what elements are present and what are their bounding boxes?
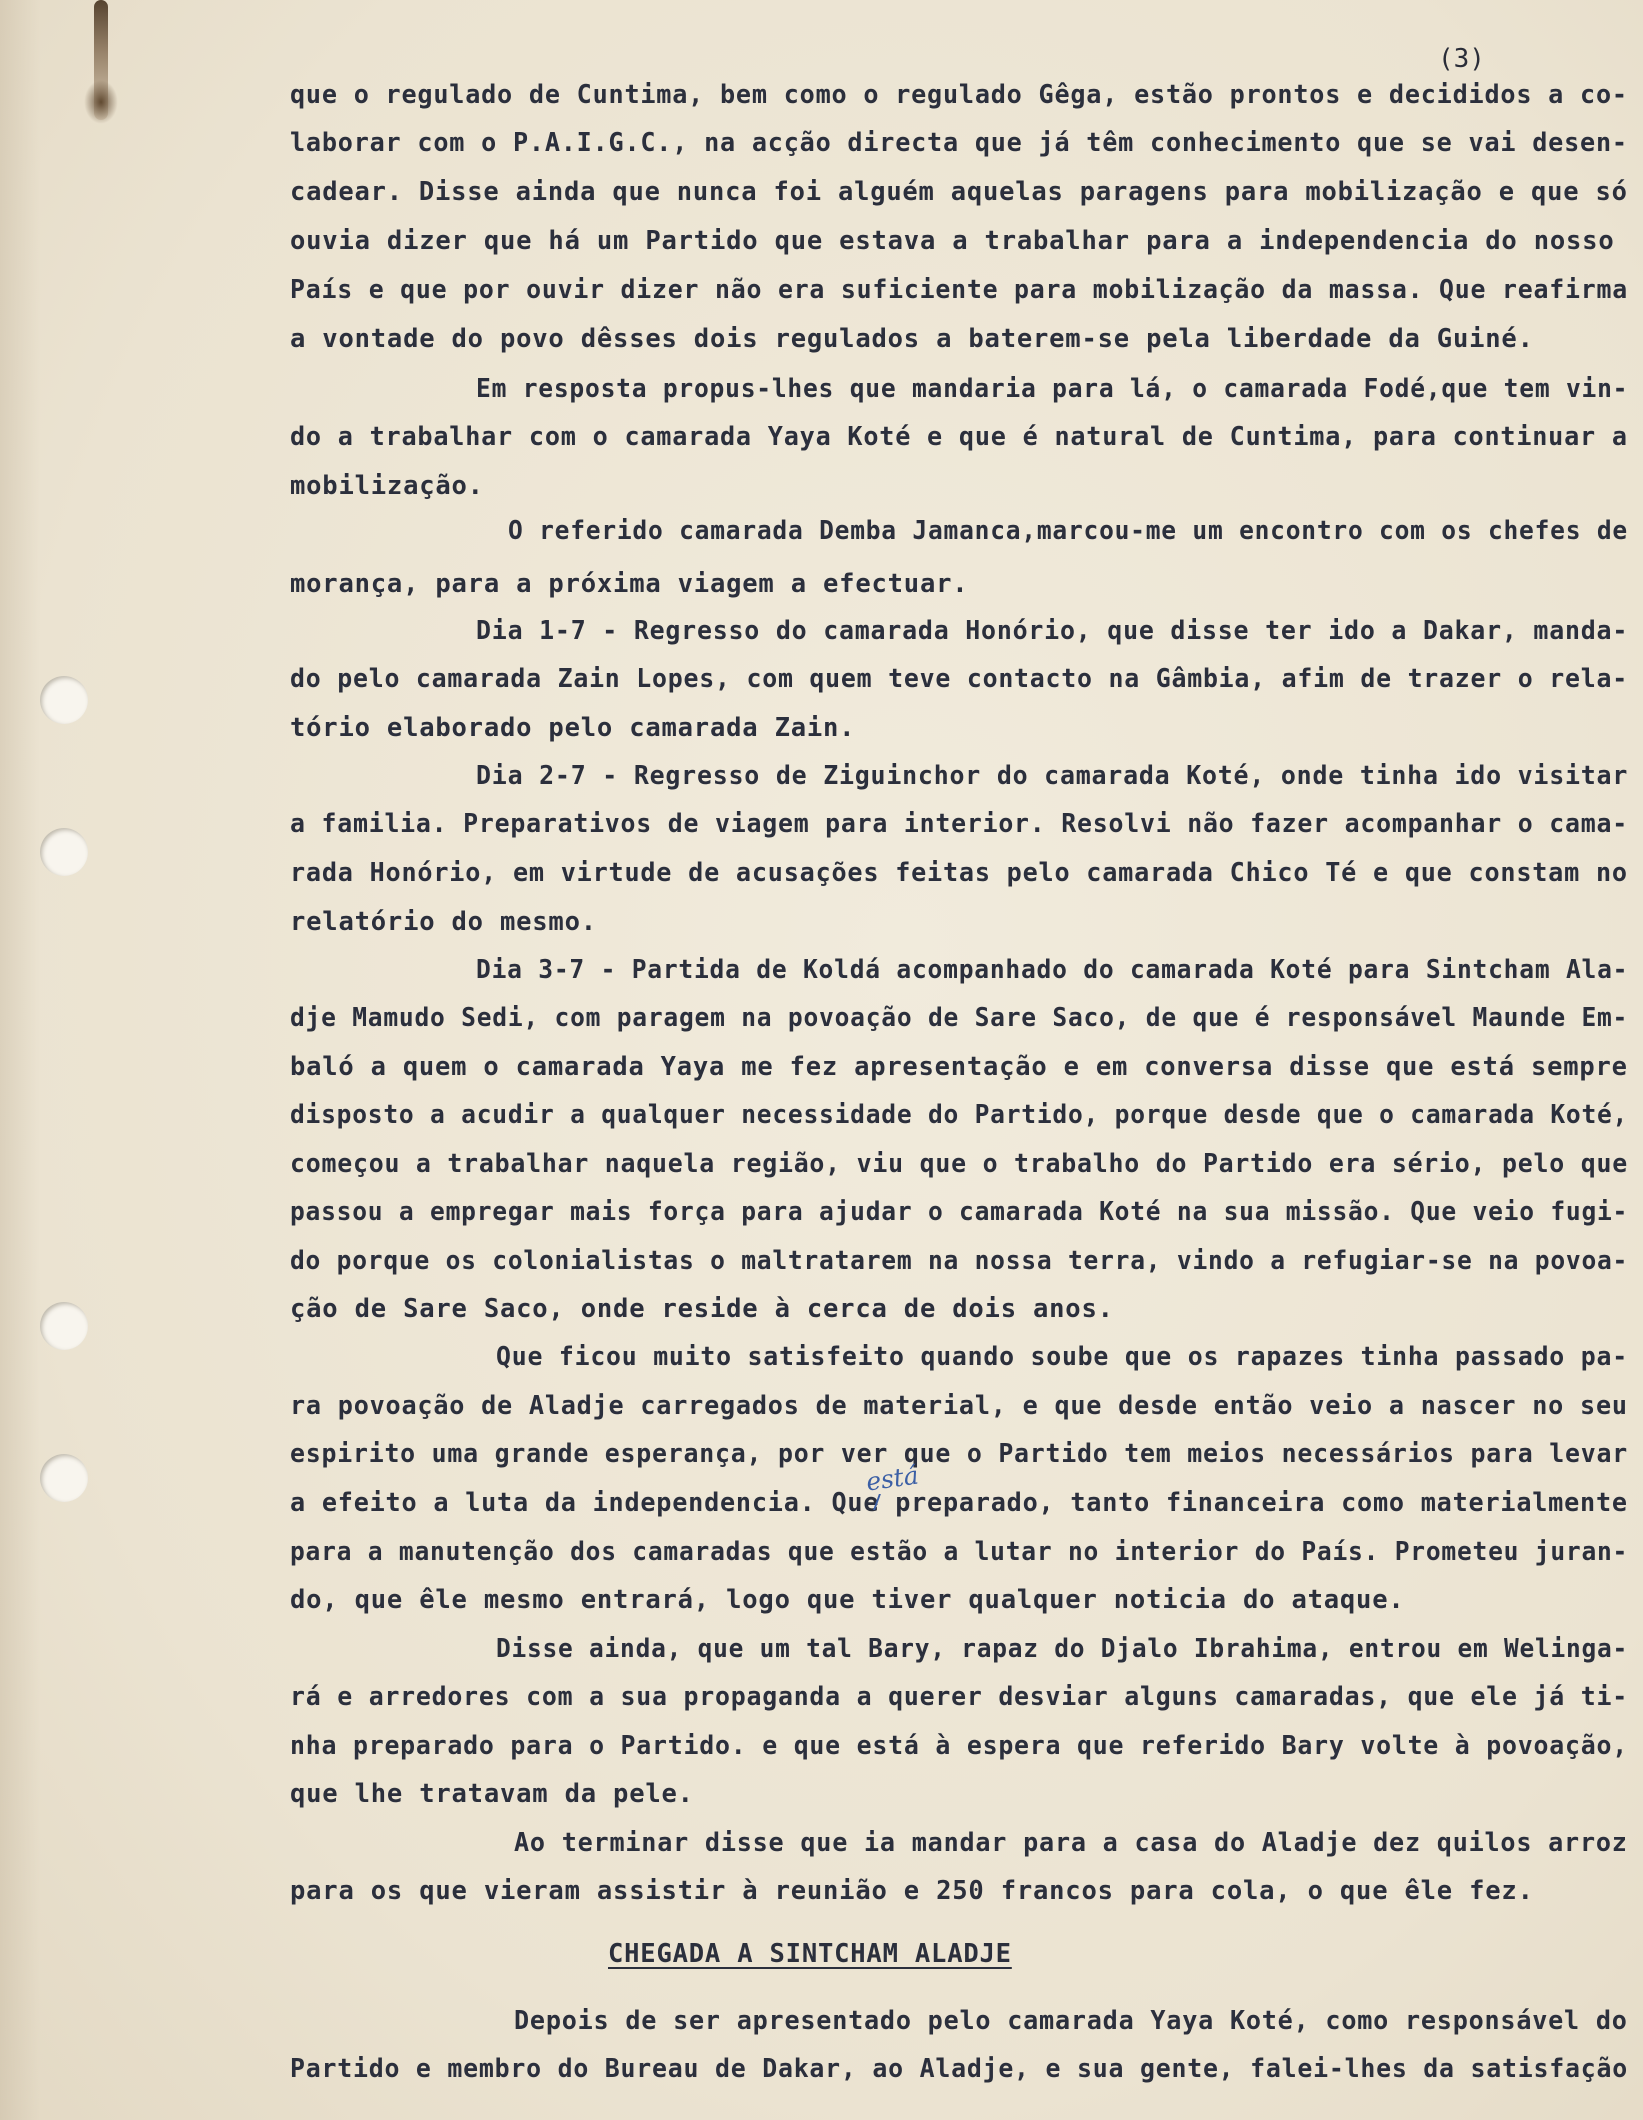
page-number: (3)	[1438, 44, 1485, 74]
punch-hole	[40, 676, 88, 724]
text-line: O referido camarada Demba Jamanca,marcou-me um encontro com os chefes de	[508, 516, 1628, 546]
text-line: relatório do mesmo.	[290, 907, 597, 937]
text-line: rada Honório, em virtude de acusações feitas pelo camarada Chico Té e que constam no	[290, 858, 1628, 888]
text-line: nha preparado para o Partido. e que está à espera que referido Bary volte à povoação,	[290, 1731, 1628, 1761]
text-line: rá e arredores com a sua propaganda a querer desviar alguns camaradas, que ele já ti-	[290, 1682, 1628, 1712]
text-line: cadear. Disse ainda que nunca foi alguém aquelas paragens para mobilização e que só	[290, 177, 1628, 207]
text-line: do, que êle mesmo entrará, logo que tiver qualquer noticia do ataque.	[290, 1585, 1405, 1615]
text-line: Em resposta propus-lhes que mandaria para lá, o camarada Fodé,que tem vin-	[476, 374, 1629, 404]
text-line: Depois de ser apresentado pelo camarada Yaya Koté, como responsável do	[514, 2006, 1628, 2036]
text-line: disposto a acudir a qualquer necessidade do Partido, porque desde que o camarada Koté,	[290, 1100, 1629, 1130]
text-line: Ao terminar disse que ia mandar para a casa do Aladje dez quilos arroz	[514, 1828, 1628, 1858]
text-line: ra povoação de Aladje carregados de material, e que desde então veio a nascer no seu	[290, 1391, 1628, 1421]
text-line: ção de Sare Saco, onde reside à cerca de dois anos.	[290, 1294, 1114, 1324]
text-line: Que ficou muito satisfeito quando soube que os rapazes tinha passado pa-	[496, 1342, 1628, 1372]
text-line: a vontade do povo dêsses dois regulados a baterem-se pela liberdade da Guiné.	[290, 324, 1534, 354]
text-line: dje Mamudo Sedi, com paragem na povoação de Sare Saco, de que é responsável Maunde Em-	[290, 1003, 1629, 1033]
rust-stain	[84, 80, 118, 124]
text-line: laborar com o P.A.I.G.C., na acção directa que já têm conhecimento que se vai desen-	[290, 128, 1628, 158]
text-line: que lhe tratavam da pele.	[290, 1779, 694, 1809]
punch-hole	[40, 1454, 88, 1502]
punch-hole	[40, 828, 88, 876]
text-line: Partido e membro do Bureau de Dakar, ao Aladje, e sua gente, falei-lhes da satisfação	[290, 2054, 1628, 2084]
text-line: passou a empregar mais força para ajudar o camarada Koté na sua missão. Que veio fugi-	[290, 1197, 1629, 1227]
text-line: do a trabalhar com o camarada Yaya Koté e que é natural de Cuntima, para continuar a	[290, 422, 1628, 452]
text-line: Dia 1-7 - Regresso do camarada Honório, que disse ter ido a Dakar, manda-	[476, 616, 1629, 646]
text-line: tório elaborado pelo camarada Zain.	[290, 713, 856, 743]
section-heading: CHEGADA A SINTCHAM ALADJE	[608, 1939, 1012, 1969]
text-line: do porque os colonialistas o maltratarem na nossa terra, vindo a refugiar-se na povoa-	[290, 1246, 1629, 1276]
text-line: espirito uma grande esperança, por ver que o Partido tem meios necessários para levar	[290, 1439, 1628, 1469]
text-line: do pelo camarada Zain Lopes, com quem teve contacto na Gâmbia, afim de trazer o rela-	[290, 664, 1628, 694]
text-line: Disse ainda, que um tal Bary, rapaz do Djalo Ibrahima, entrou em Welinga-	[496, 1634, 1629, 1664]
punch-hole	[40, 1302, 88, 1350]
text-line: para a manutenção dos camaradas que estão a lutar no interior do País. Prometeu juran-	[290, 1537, 1629, 1567]
text-line: País e que por ouvir dizer não era suficiente para mobilização da massa. Que reafirma	[290, 275, 1628, 305]
text-line: Dia 3-7 - Partida de Koldá acompanhado do camarada Koté para Sintcham Ala-	[476, 955, 1629, 985]
text-line: baló a quem o camarada Yaya me fez apresentação e em conversa disse que está sempre	[290, 1052, 1628, 1082]
text-line: que o regulado de Cuntima, bem como o regulado Gêga, estão prontos e decididos a co-	[290, 80, 1628, 110]
text-line: começou a trabalhar naquela região, viu que o trabalho do Partido era sério, pelo que	[290, 1149, 1628, 1179]
page-edge-shading	[0, 0, 40, 2120]
handwritten-insertion: está	[864, 1460, 921, 1497]
text-line: Dia 2-7 - Regresso de Ziguinchor do camarada Koté, onde tinha ido visitar	[476, 761, 1629, 791]
text-line: a efeito a luta da independencia. Que preparado, tanto financeira como materialmente	[290, 1488, 1628, 1518]
text-line: morança, para a próxima viagem a efectuar.	[290, 569, 969, 599]
text-line: a familia. Preparativos de viagem para interior. Resolvi não fazer acompanhar o cama-	[290, 809, 1628, 839]
text-line: ouvia dizer que há um Partido que estava a trabalhar para a independencia do nosso	[290, 226, 1615, 256]
text-line: para os que vieram assistir à reunião e 250 francos para cola, o que êle fez.	[290, 1876, 1534, 1906]
text-line: mobilização.	[290, 471, 484, 501]
